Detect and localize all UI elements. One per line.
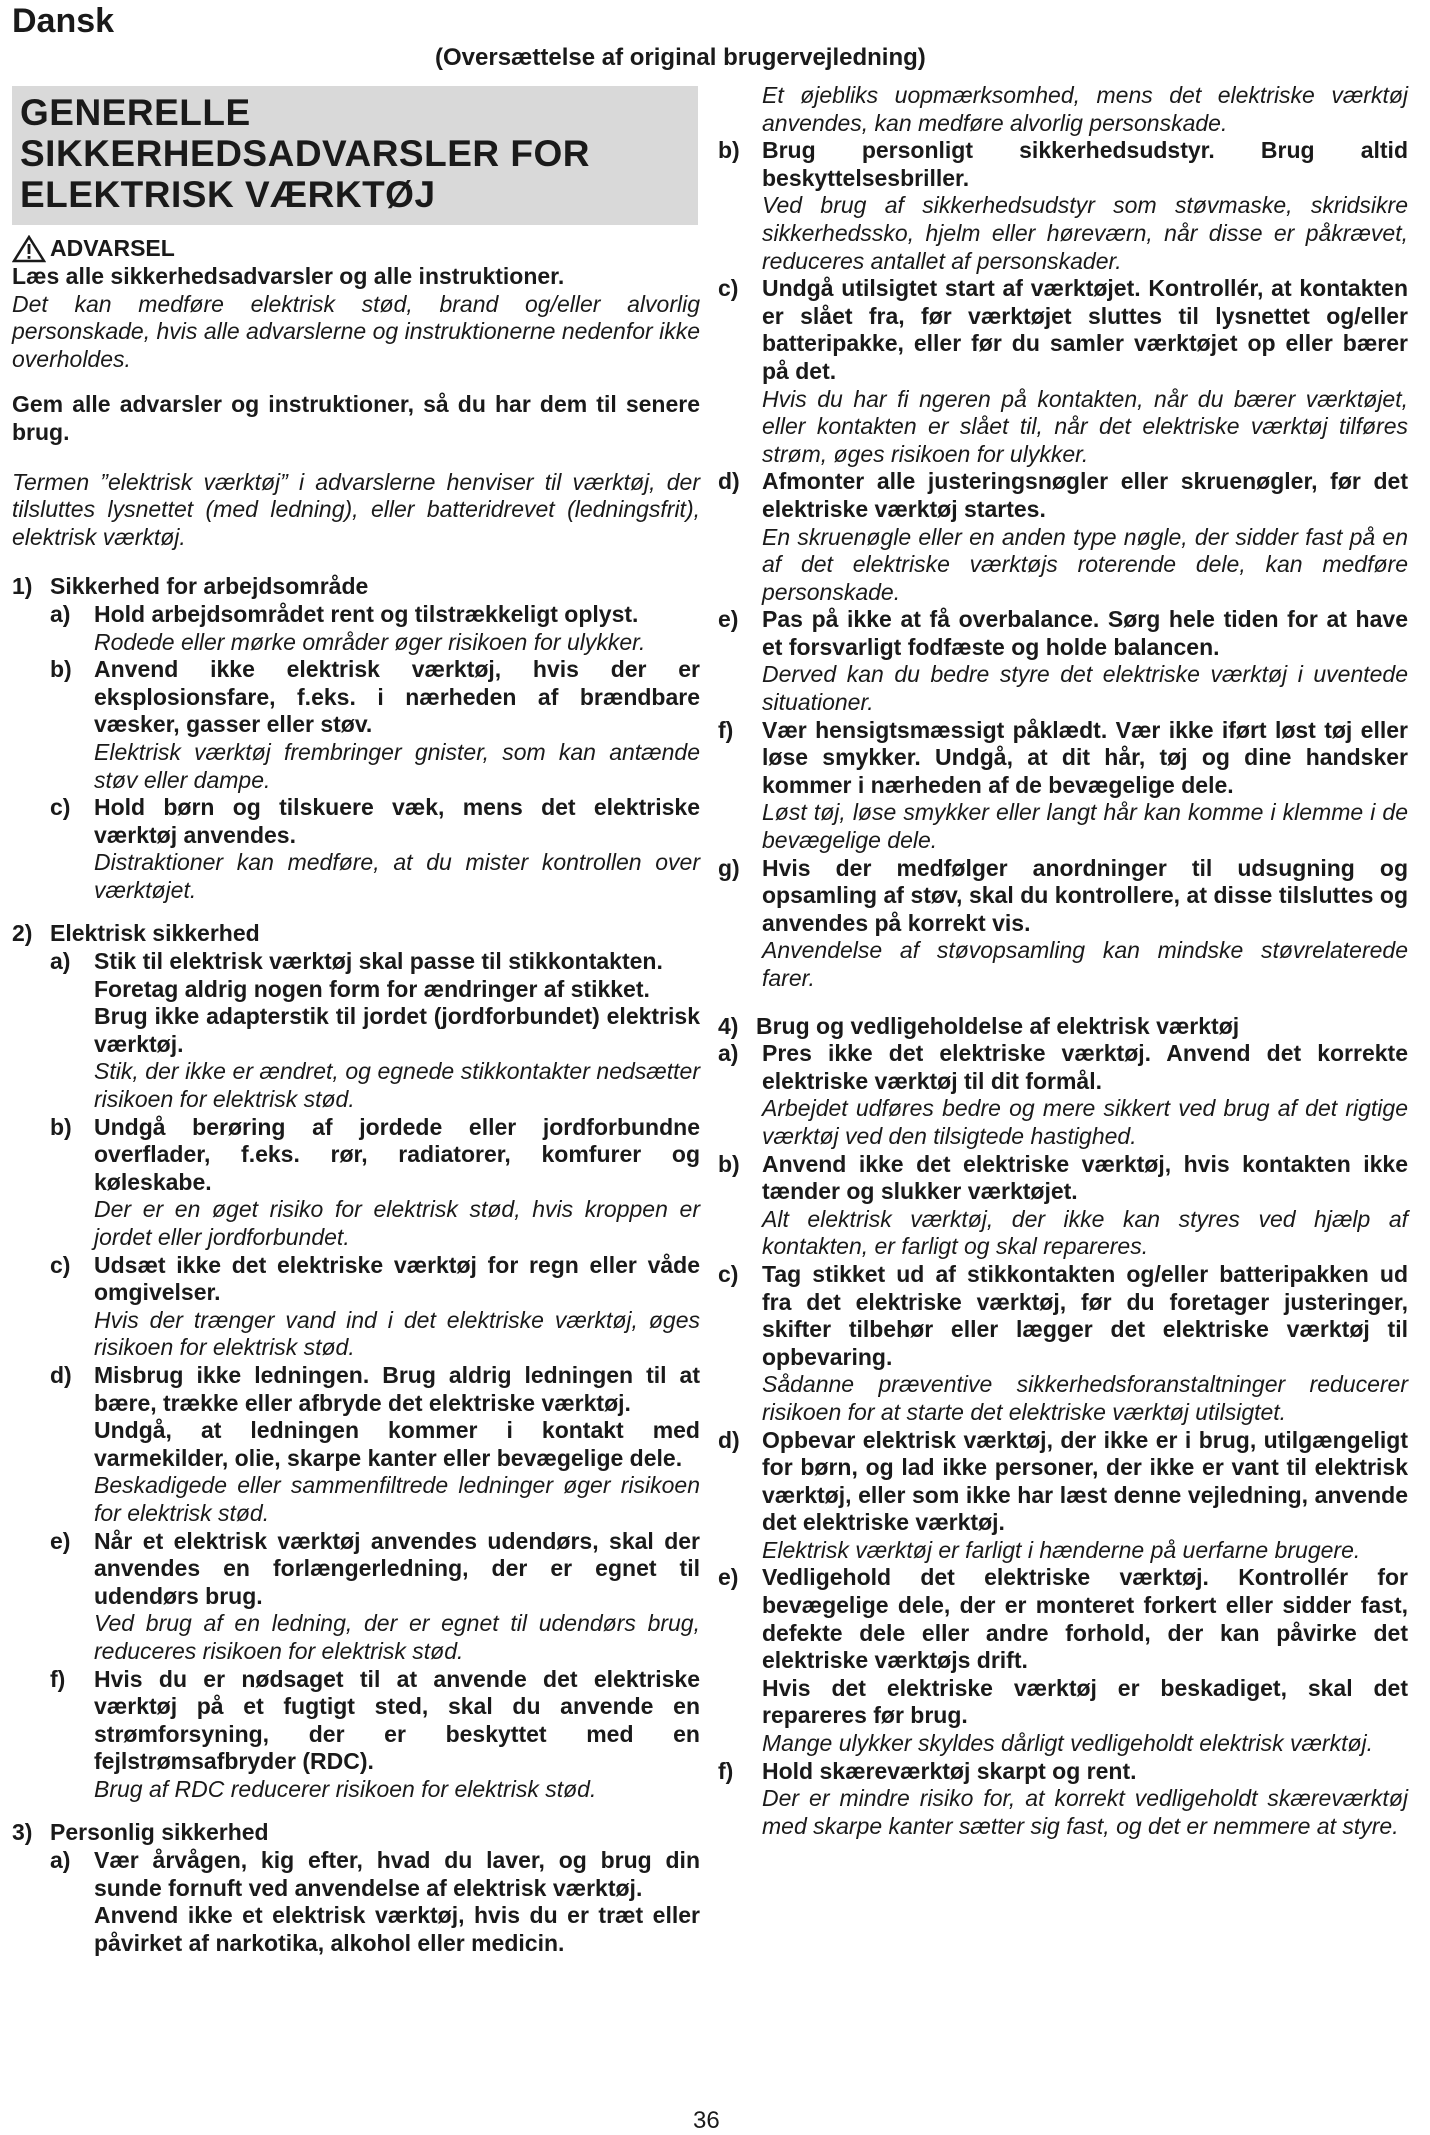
left-sections (12, 573, 700, 1957)
item-note: Ved brug af sikkerhedsudstyr som støvmaske, skridsikre sikkerhedssko, hjelm eller høreværn, når disse er påkrævet, reduceres antallet af personskader. (762, 192, 1408, 274)
item-letter: f) (50, 1665, 66, 1692)
item-note: Hvis der trænger vand ind i det elektriske værktøj, øges risikoen for elektrisk stød. (94, 1306, 700, 1361)
item-letter: c) (50, 794, 71, 821)
item-note: Distraktioner kan medføre, at du mister kontrollen over værktøjet. (94, 849, 700, 903)
list-item (718, 717, 1408, 800)
list-item (718, 275, 1408, 385)
item-text: Undgå berøring af jordede eller jordforbundne overflader, f.eks. rør, radiatorer, komfurer og køleskabe. (94, 1113, 700, 1195)
item-note: Ved brug af en ledning, der er egnet til udendørs brug, reduceres risikoen for elektrisk stød. (94, 1610, 700, 1664)
item-letter: b) (718, 137, 740, 164)
list-item (718, 137, 1408, 192)
item-text: Vær hensigtsmæssigt påklædt. Vær ikke iført løst tøj eller løse smykker. Undgå, at dit hår, tøj og dine handsker kommer i nærheden af de bevægelige dele. (762, 716, 1408, 798)
section-title: Brug og vedligeholdelse af elektrisk værktøj (756, 1012, 1240, 1039)
item-text: Afmonter alle justeringsnøgler eller skruenøgler, før det elektriske værktøj startes. (762, 468, 1408, 522)
item-note: Stik, der ikke er ændret, og egnede stikkontakter nedsætter risikoen for elektrisk stød. (94, 1058, 700, 1113)
item-text: Hold skæreværktøj skarpt og rent. (762, 1757, 1137, 1784)
keep-instructions: Gem alle advarsler og instruktioner, så du har dem til senere brug. (12, 391, 700, 445)
item-text: Anvend ikke elektrisk værktøj, hvis der er eksplosionsfare, f.eks. i nærheden af brændbare væsker, gasser eller støv. (94, 656, 700, 738)
section-title: Elektrisk sikkerhed (50, 920, 260, 947)
term-definition: Termen ”elektrisk værktøj” i advarslerne henviser til værktøj, der tilsluttes lysnettet (med ledning), eller batteridrevet (ledningsfrit), elektrisk værktøj. (12, 468, 700, 550)
section-4-heading (718, 1013, 1408, 1041)
item-note: Hvis du har fi ngeren på kontakten, når du bærer værktøjet, eller kontakten er slået til, når det elektriske værktøj tilføres strøm, øges risikoen for ulykker. (762, 385, 1408, 467)
item-letter: g) (718, 854, 740, 881)
item-extra-text: Brug ikke adapterstik til jordet (jordforbundet) elektrisk værktøj. (94, 1003, 700, 1057)
section-heading (12, 920, 700, 948)
item-note: Derved kan du bedre styre det elektriske værktøj i uventede situationer. (762, 661, 1408, 716)
item-text: Opbevar elektrisk værktøj, der ikke er i brug, utilgængeligt for børn, og lad ikke personer, der ikke er vant til elektrisk værktøj, eller som ikke har læst denne vejledning, anvende det elektriske værktøj. (762, 1426, 1408, 1536)
translation-subtitle: (Oversættelse af original brugervejledning) (435, 44, 926, 71)
item-letter: d) (718, 1426, 740, 1453)
item-text: Undgå utilsigtet start af værktøjet. Kontrollér, at kontakten er slået fra, før værktøjet sluttes til lysnettet og/eller batteripakke, eller før du samler værktøjet op eller bærer på det. (762, 275, 1408, 384)
item-text: Udsæt ikke det elektriske værktøj for regn eller våde omgivelser. (94, 1251, 700, 1306)
item-text: Hold arbejdsområdet rent og tilstrækkeligt oplyst. (94, 600, 639, 627)
list-item (718, 1040, 1408, 1095)
item-text: Hold børn og tilskuere væk, mens det elektriske værktøj anvendes. (94, 794, 700, 848)
item-note: En skruenøgle eller en anden type nøgle, der sidder fast på en af det elektriske værktøjs roterende dele, kan medføre personskade. (762, 523, 1408, 605)
item-text: Pas på ikke at få overbalance. Sørg hele tiden for at have et forsvarligt fodfæste og holde balancen. (762, 606, 1408, 660)
item-note: Sådanne præventive sikkerhedsforanstaltninger reducerer risikoen for at starte det elektriske værktøj utilsigtet. (762, 1371, 1408, 1425)
item-letter: d) (50, 1361, 72, 1388)
item-extra-text: Undgå, at ledningen kommer i kontakt med varmekilder, olie, skarpe kanter eller bevægelige dele. (94, 1417, 700, 1471)
item-letter: a) (718, 1040, 739, 1067)
item-note: Beskadigede eller sammenfiltrede ledninger øger risikoen for elektrisk stød. (94, 1472, 700, 1526)
left-column (12, 80, 700, 1957)
item-text: Når et elektrisk værktøj anvendes udendørs, skal der anvendes en forlængerledning, der er egnet til udendørs brug. (94, 1527, 700, 1609)
item-text: Vær årvågen, kig efter, hvad du laver, og brug din sunde fornuft ved anvendelse af elektrisk værktøj. (94, 1847, 700, 1901)
section-title: Sikkerhed for arbejdsområde (50, 573, 369, 600)
item-letter: e) (718, 606, 739, 633)
list-item (718, 1564, 1408, 1674)
page-number: 36 (693, 2107, 720, 2134)
item-letter: a) (50, 600, 71, 627)
item-text: Hvis der medfølger anordninger til udsugning og opsamling af støv, skal du kontrollere, at disse tilsluttes og anvendes på korrekt vis. (762, 854, 1408, 936)
item-text: Stik til elektrisk værktøj skal passe til stikkontakten. (94, 948, 663, 975)
list-item (12, 794, 700, 849)
item-text: Misbrug ikke ledningen. Brug aldrig ledningen til at bære, trække eller afbryde det elektriske værktøj. (94, 1361, 700, 1416)
section-number: 2) (12, 920, 33, 947)
item-text: Pres ikke det elektriske værktøj. Anvend det korrekte elektriske værktøj til dit formål. (762, 1040, 1408, 1094)
list-item (718, 1427, 1408, 1537)
list-item (12, 948, 700, 976)
item-letter: a) (50, 948, 71, 975)
item-note: Elektrisk værktøj er farligt i hænderne på uerfarne brugere. (762, 1536, 1361, 1563)
item-text: Anvend ikke det elektriske værktøj, hvis kontakten ikke tænder og slukker værktøjet. (762, 1150, 1408, 1205)
warning-heading (12, 235, 700, 263)
item-letter: b) (50, 656, 72, 683)
list-item (12, 1528, 700, 1611)
warning-label: ADVARSEL (50, 235, 175, 262)
item-text: Tag stikket ud af stikkontakten og/eller batteripakken ud fra det elektriske værktøj, før du foretager justeringer, skifter tilbehør eller lægger det elektriske værktøj til opbevaring. (762, 1260, 1408, 1370)
list-item (718, 606, 1408, 661)
item-extra-text: Anvend ikke et elektrisk værktøj, hvis du er træt eller påvirket af narkotika, alkohol eller medicin. (94, 1902, 700, 1956)
item-letter: d) (718, 468, 740, 495)
warning-lead-text: Det kan medføre elektrisk stød, brand og/eller alvorlig personskade, hvis alle advarslerne og instruktionerne nedenfor ikke overholdes. (12, 290, 700, 372)
item-text: Hvis du er nødsaget til at anvende det elektriske værktøj på et fugtigt sted, skal du anvende en strømforsyning, der er beskyttet med en fejlstrømsafbryder (RDC). (94, 1665, 700, 1775)
item-extra-text: Foretag aldrig nogen form for ændringer af stikket. (94, 975, 650, 1002)
section-items (12, 948, 700, 1803)
item-note: Løst tøj, løse smykker eller langt hår kan komme i klemme i de bevægelige dele. (762, 799, 1408, 854)
list-item (718, 1261, 1408, 1371)
list-item (12, 1847, 700, 1902)
list-item (718, 855, 1408, 938)
item-letter: c) (718, 1260, 739, 1287)
item-note: Der er en øget risiko for elektrisk stød, hvis kroppen er jordet eller jordforbundet. (94, 1196, 700, 1250)
section-number: 1) (12, 573, 33, 600)
list-item (12, 1252, 700, 1307)
list-item (12, 1362, 700, 1417)
warning-lead: Læs alle sikkerhedsadvarsler og alle instruktioner. (12, 263, 565, 289)
item-letter: c) (50, 1251, 71, 1278)
item-letter: a) (50, 1847, 71, 1874)
page-title: GENERELLE SIKKERHEDSADVARSLER FOR ELEKTRISK VÆRKTØJ (12, 86, 698, 225)
item-note: Mange ulykker skyldes dårligt vedligeholdt elektrisk værktøj. (762, 1730, 1374, 1757)
list-item (12, 1666, 700, 1776)
warning-triangle-icon (12, 235, 46, 263)
item-text: Brug personligt sikkerhedsudstyr. Brug altid beskyttelsesbriller. (762, 137, 1408, 191)
section-number: 4) (718, 1012, 739, 1039)
item-note: Rodede eller mørke områder øger risikoen for ulykker. (94, 628, 646, 655)
item-letter: b) (50, 1113, 72, 1140)
list-item (12, 1114, 700, 1197)
section-heading (12, 573, 700, 601)
section-number: 3) (12, 1819, 33, 1846)
list-item (12, 656, 700, 739)
item-letter: e) (50, 1527, 71, 1554)
list-item (718, 1151, 1408, 1206)
item-note: Arbejdet udføres bedre og mere sikkert ved brug af det rigtige værktøj ved den tilsigtede hastighed. (762, 1095, 1408, 1149)
list-item (12, 601, 700, 629)
item-letter: c) (718, 275, 739, 302)
section-title: Personlig sikkerhed (50, 1819, 269, 1846)
language-label: Dansk (12, 2, 115, 40)
item-note: Alt elektrisk værktøj, der ikke kan styres ved hjælp af kontakten, er farligt og skal repareres. (762, 1205, 1408, 1260)
item-note: Brug af RDC reducerer risikoen for elektrisk stød. (94, 1775, 597, 1802)
item-letter: f) (718, 716, 734, 743)
item-note: Anvendelse af støvopsamling kan mindske støvrelaterede farer. (762, 937, 1408, 991)
item-note: Der er mindre risiko for, at korrekt vedligeholdt skæreværktøj med skarpe kanter sætter sig fast, og det er nemmere at styre. (762, 1785, 1408, 1839)
list-item (718, 468, 1408, 523)
section-items (12, 1847, 700, 1957)
item-letter: e) (718, 1564, 739, 1591)
section-items (12, 601, 700, 905)
section-3-continued (718, 137, 1408, 992)
item-note: Elektrisk værktøj frembringer gnister, som kan antænde støv eller dampe. (94, 738, 700, 793)
item-extra-text: Hvis det elektriske værktøj er beskadiget, skal det repareres før brug. (762, 1674, 1408, 1729)
item-text: Vedligehold det elektriske værktøj. Kontrollér for bevægelige dele, der er monteret forkert eller sidder fast, defekte dele eller andre forhold, der kan påvirke det elektriske værktøjs drift. (762, 1564, 1408, 1674)
item-letter: f) (718, 1757, 734, 1784)
section-heading (12, 1819, 700, 1847)
item-letter: b) (718, 1150, 740, 1177)
continued-note: Et øjebliks uopmærksomhed, mens det elektriske værktøj anvendes, kan medføre alvorlig personskade. (762, 82, 1408, 136)
section-4-items (718, 1040, 1408, 1840)
right-column (718, 82, 1408, 1840)
list-item (718, 1758, 1408, 1786)
